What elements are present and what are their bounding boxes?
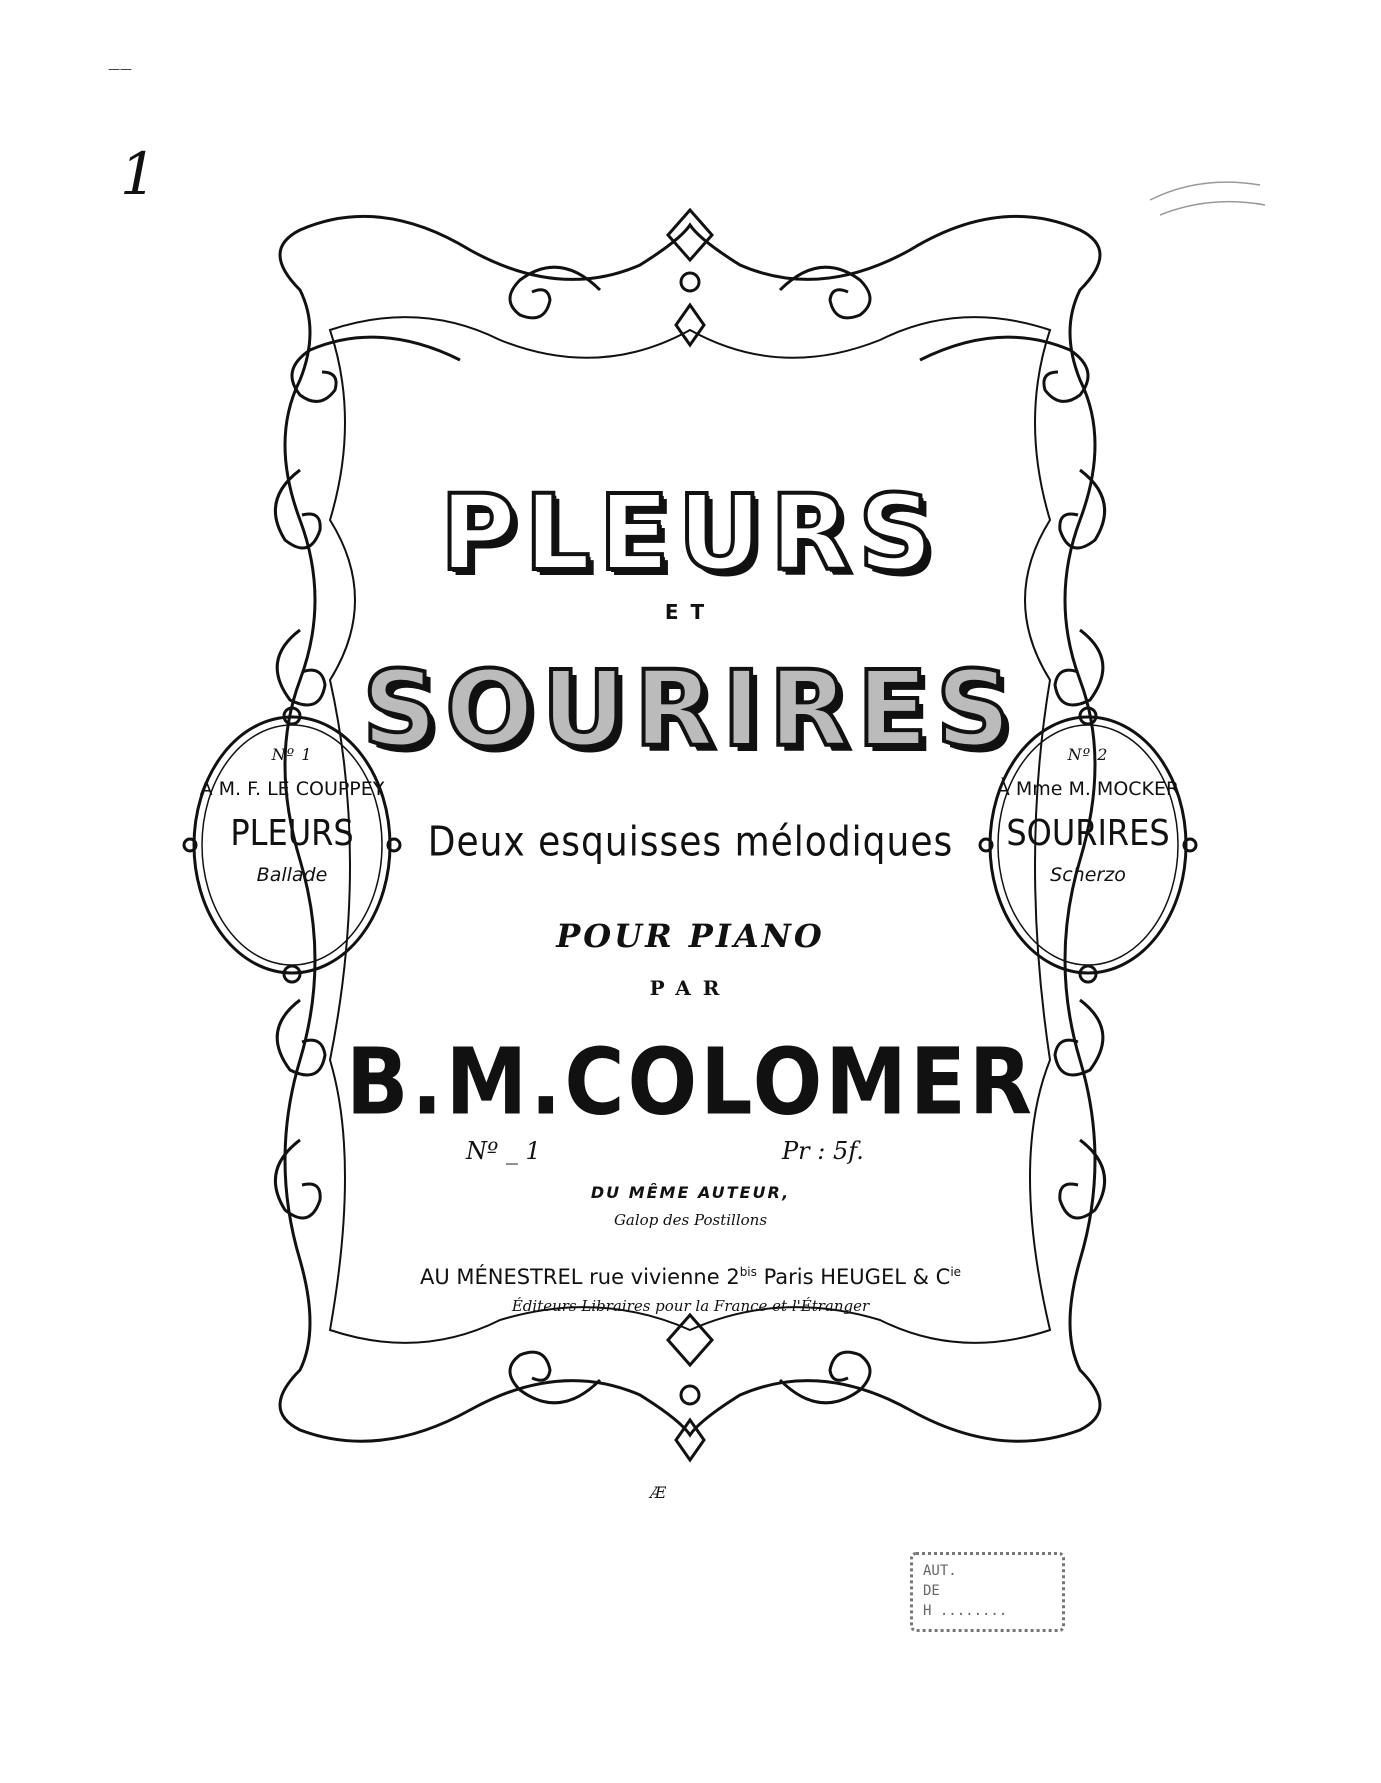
right-medallion-dedication: À Mme M. MOCKER: [996, 778, 1180, 800]
top-finial: [668, 210, 712, 260]
composer-name: B.M.COLOMER: [345, 1029, 1036, 1136]
scroll-top-far-left: [292, 337, 460, 401]
title-connector: ET: [664, 600, 717, 624]
scroll-bottom-left: [510, 1352, 600, 1403]
stamp-line: H ........: [923, 1603, 1008, 1619]
left-medallion-number: Nº 1: [271, 745, 313, 764]
left-medallion-dedication: A M. F. LE COUPPEY: [199, 778, 385, 800]
stamp-line: AUT.: [923, 1563, 957, 1579]
title-sourires: SOURIRES: [362, 648, 1019, 770]
right-medallion-number: Nº 2: [1067, 745, 1109, 764]
publisher-firm: Paris HEUGEL & C: [756, 1265, 951, 1289]
left-medallion-title: PLEURS: [230, 812, 354, 854]
margin-pencil-mark: [1150, 182, 1265, 215]
edition-number: Nº _ 1: [466, 1137, 541, 1165]
right-medallion-genre: Scherzo: [1050, 864, 1126, 886]
manuscript-number: 1: [120, 140, 157, 208]
publisher-street-sup: bis: [739, 1265, 757, 1279]
top-left-mark: ——: [108, 62, 132, 76]
scroll-left-bottom: [275, 1140, 320, 1218]
left-medallion-genre: Ballade: [256, 864, 328, 886]
same-author-work: Galop des Postillons: [613, 1211, 768, 1229]
by-line: PAR: [649, 976, 732, 1000]
scroll-top-far-right: [920, 337, 1088, 401]
price: Pr : 5f.: [782, 1137, 864, 1165]
publisher-firm-sup: ie: [950, 1265, 962, 1279]
same-author-heading: DU MÊME AUTEUR,: [590, 1183, 791, 1202]
stamp-line: DE: [923, 1583, 940, 1599]
bottom-mark: Æ: [650, 1483, 667, 1502]
bottom-finial: [668, 1315, 712, 1365]
right-medallion: [993, 745, 1183, 886]
right-medallion-title: SOURIRES: [1006, 812, 1170, 854]
publisher-address: [0, 1265, 1381, 1289]
subtitle: Deux esquisses mélodiques: [427, 818, 954, 867]
left-medallion: [197, 745, 387, 886]
scroll-top-right: [780, 267, 870, 318]
scroll-right-bottom: [1060, 1140, 1105, 1218]
publisher-editors: Éditeurs Libraires pour la France et l'Étranger: [511, 1297, 870, 1315]
publisher-street: AU MÉNESTREL rue vivienne 2: [419, 1265, 740, 1289]
scroll-top-left: [510, 267, 600, 318]
library-stamp: [910, 1552, 1065, 1632]
instrument-line: POUR PIANO: [556, 917, 825, 955]
scroll-bottom-right: [780, 1352, 870, 1403]
title-pleurs: PLEURS: [440, 472, 941, 594]
